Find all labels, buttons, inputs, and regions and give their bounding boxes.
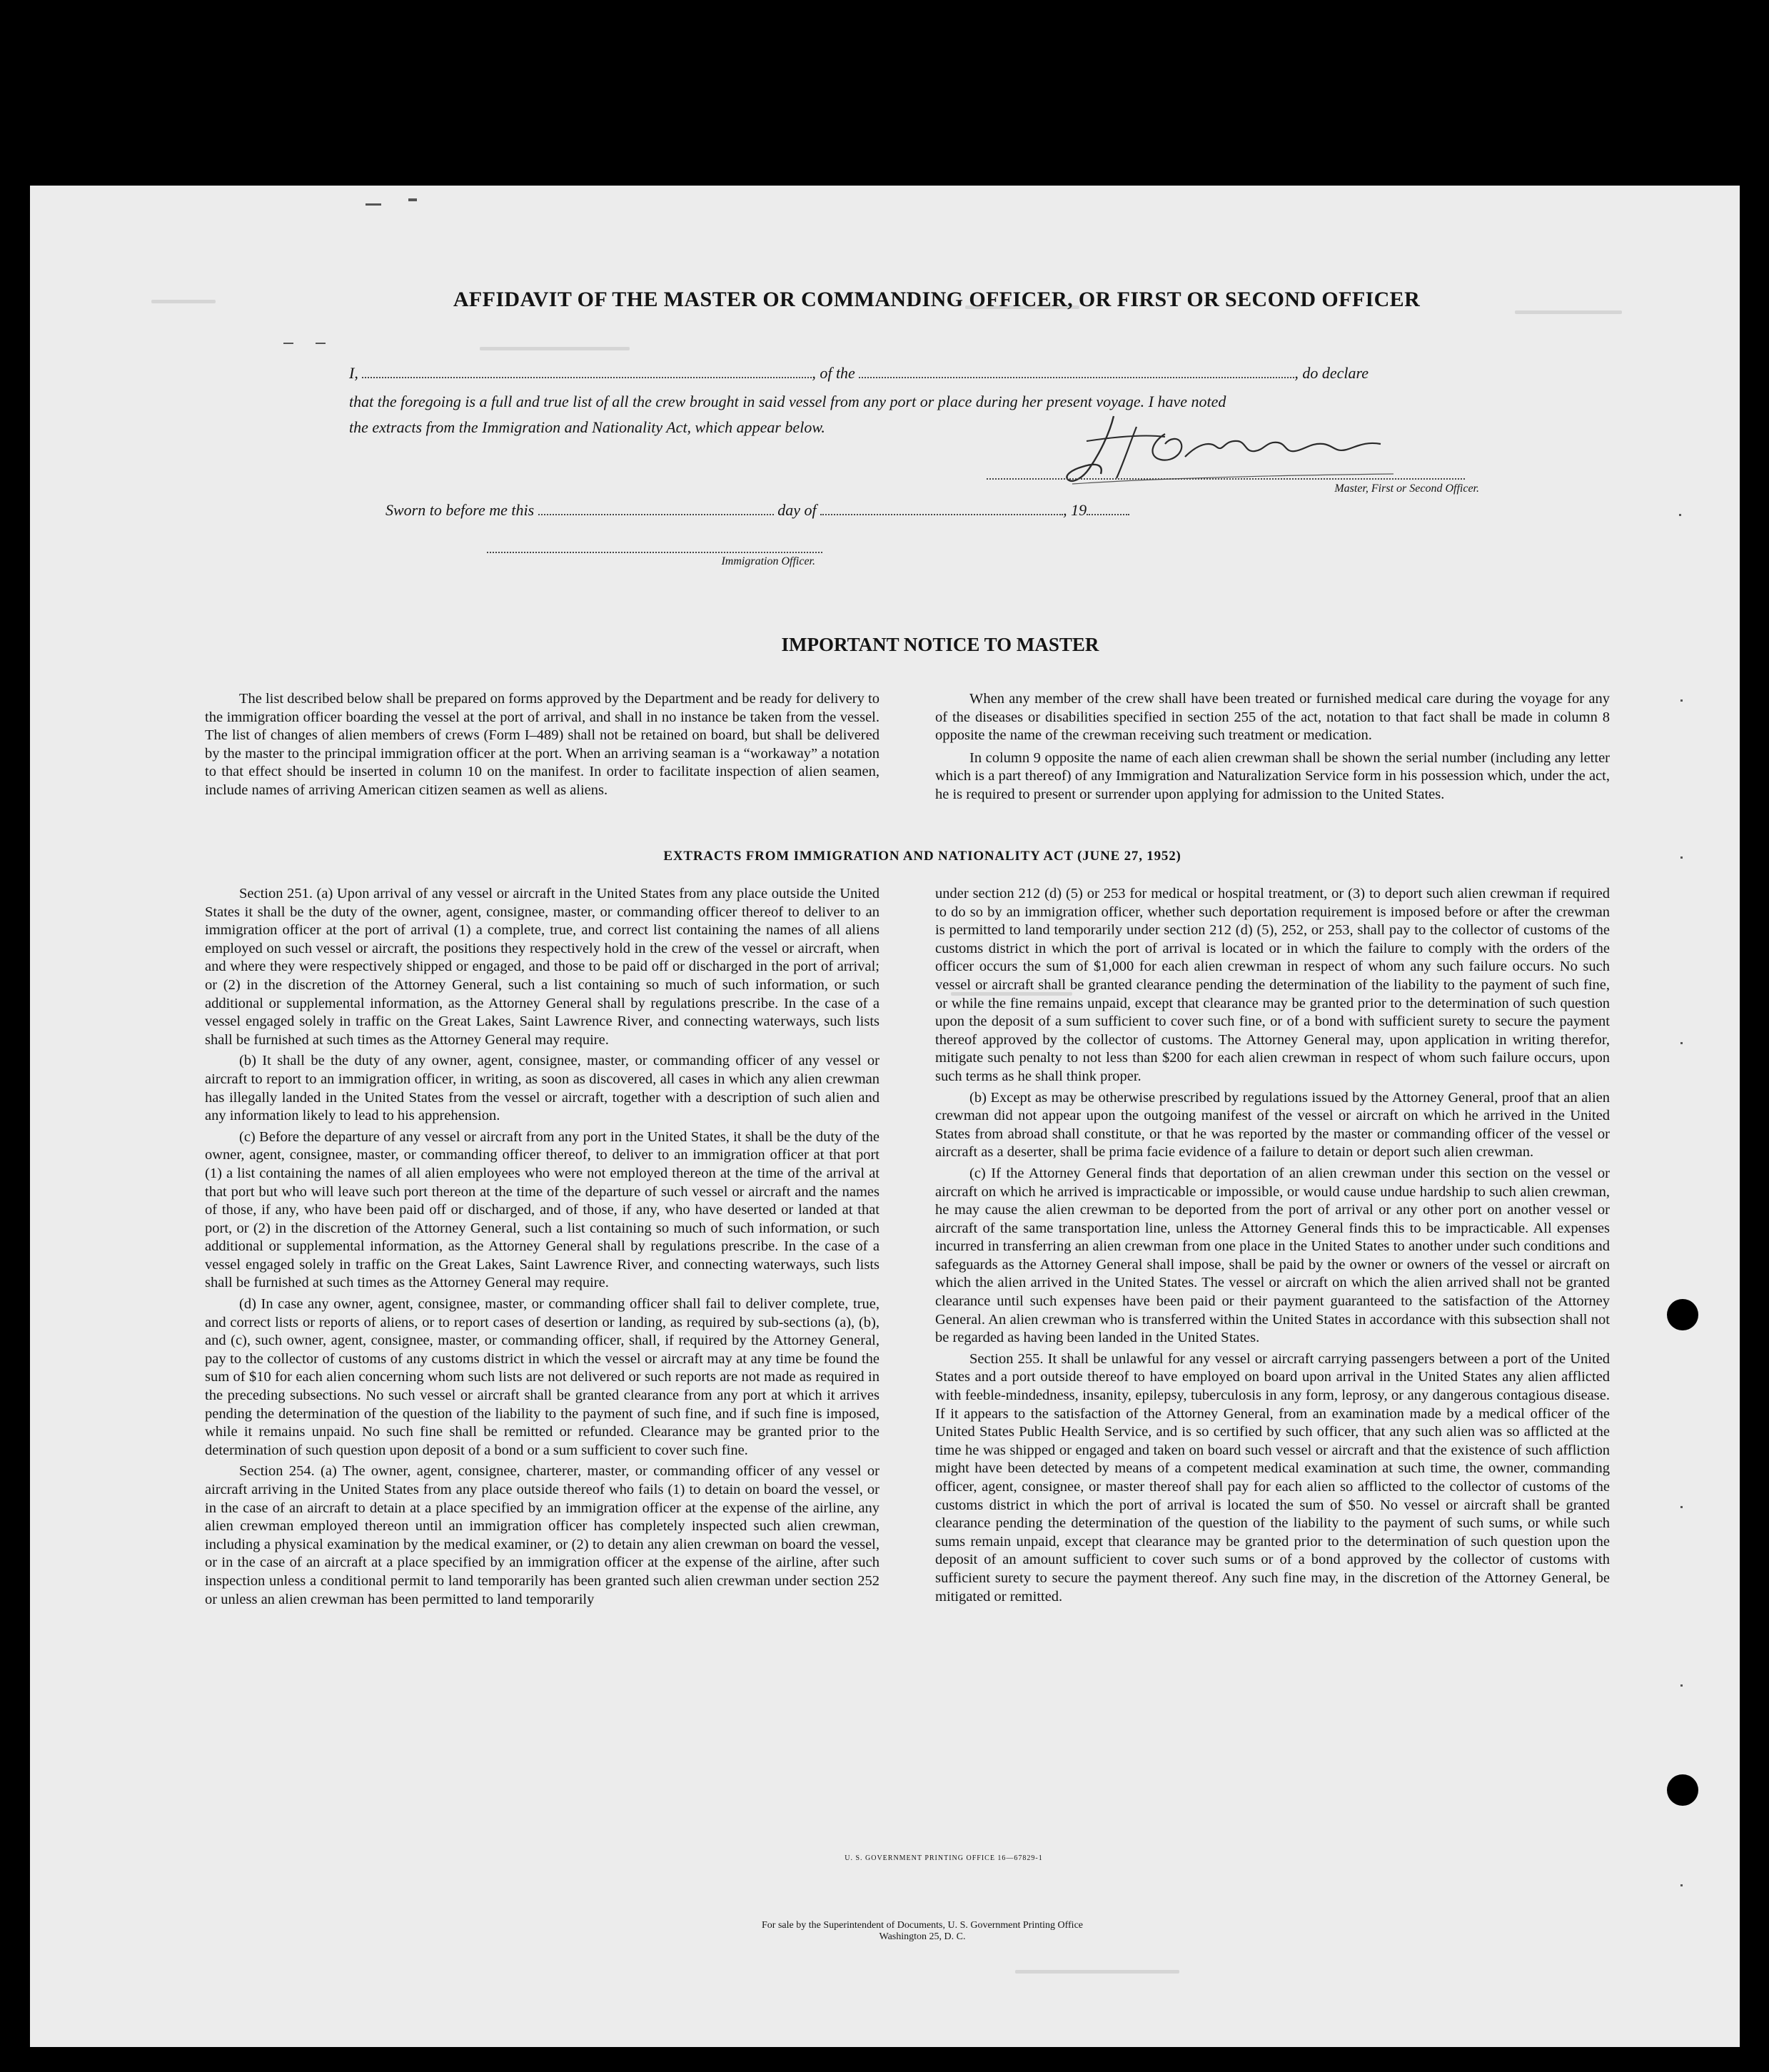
of-the-label: , of the [812, 364, 855, 382]
affidavit-line-2: that the foregoing is a full and true list of all the crew brought in said vessel from any port or place during her present voyage. I have noted [349, 393, 1226, 410]
declarant-name-field[interactable] [362, 364, 812, 378]
bleed-through-mark [480, 347, 630, 350]
section-254-b: (b) Except as may be otherwise prescribed by regulations issued by the Attorney General, proof that an alien crewman did not appear upon the outgoing manifest of the vessel or aircraft on which he arrived in the United States from abroad shall constitute, or that he was reported by the master or commanding officer of the vessel or aircraft as a deserter, shall be prima facie evidence of a failure to detain or deport such alien crewman. [935, 1089, 1610, 1161]
scan-speck [1679, 514, 1681, 516]
master-signature-line[interactable] [987, 478, 1465, 480]
notice-left-paragraph: The list described below shall be prepared on forms approved by the Department and be ready for delivery to the immigration officer boarding the vessel at the port of arrival, and shall in no instance be taken from the vessel. The list of changes of alien members of crews (Form I–489) shall not be retained on board, but shall be delivered by the master to the principal immigration officer at the port. When an arriving seaman is a “workaway” a notation to that effect should be inserted in column 10 on the manifest. In order to facilitate inspection of alien seamen, include names of arriving American citizen seamen as well as aliens. [205, 691, 880, 798]
bleed-through-mark [151, 300, 216, 303]
notice-right-column [935, 690, 1610, 804]
sworn-month-field[interactable] [820, 501, 1063, 515]
extracts-right-column [935, 885, 1610, 1606]
scan-speck [1680, 1684, 1683, 1687]
notice-right-paragraph-1: When any member of the crew shall have been treated or furnished medical care during the voyage for any of the diseases or disabilities specified in section 255 of the act, notation to that fact shall be made in column 8 opposite the name of the crewman receiving such treatment or medication. [935, 691, 1610, 744]
bleed-through-mark [1015, 1970, 1179, 1974]
extracts-left-column [205, 885, 880, 1609]
vessel-name-field[interactable] [859, 364, 1294, 378]
do-declare-label: , do declare [1294, 364, 1369, 382]
section-251-d: (d) In case any owner, agent, consignee, master, or commanding officer shall fail to deliver complete, true, and correct lists or reports of aliens, or to report cases of desertion or landing, as required by sub-sections (a), (b), and (c), such owner, agent, consignee, master, or commanding officer, shall, if required by the Attorney General, pay to the collector of customs of any customs district in which the vessel or aircraft may at any time be found the sum of $10 for each alien concerning whom such lists are not delivered or such reports are not made as required in the preceding subsections. No such vessel or aircraft shall be granted clearance from any port at which it arrives pending the determination of the question of the liability to the payment of such fine, and if such fine is imposed, while it remains unpaid. No such fine shall be remitted or refunded. Clearance may be granted prior to the determination of such question upon deposit of a bond or a sum sufficient to cover such fine. [205, 1296, 880, 1458]
scan-speck [1680, 1506, 1683, 1508]
scan-speck [1680, 699, 1683, 702]
declarant-label: I, [349, 364, 358, 382]
scan-speck [408, 198, 417, 201]
extracts-title: EXTRACTS FROM IMMIGRATION AND NATIONALITY ACT (JUNE 27, 1952) [663, 849, 1181, 864]
scan-speck [283, 343, 293, 344]
notice-title: IMPORTANT NOTICE TO MASTER [781, 634, 1099, 655]
printing-office-line: U. S. GOVERNMENT PRINTING OFFICE 16—67829-1 [845, 1854, 1043, 1862]
notice-right-paragraph-2: In column 9 opposite the name of each alien crewman shall be shown the serial number (including any letter which is a part thereof) of any Immigration and Naturalization Service form in his possession which, under the act, he is required to present or surrender upon applying for admission to the United States. [935, 749, 1610, 802]
punch-hole-icon [1667, 1774, 1698, 1806]
section-254-a-continued: under section 212 (d) (5) or 253 for medical or hospital treatment, or (3) to deport such alien crewman if required to do so by an immigration officer, whether such deportation requirement is imposed before or after the crewman is permitted to land temporarily under section 212 (d) (5), 252, or 253, shall pay to the collector of customs of the customs district in which the port of arrival is located or in which the failure to comply with the orders of the officer occurs the sum of $1,000 for each alien crewman in respect of whom any such failure occurs. No such vessel or aircraft shall be granted clearance pending the determination of the liability to the payment of such fine, or while the fine remains unpaid, except that clearance may be granted prior to the determination of such question upon the deposit of a sum sufficient to cover such fine, or of a bond with sufficient surety to secure the payment thereof approved by the collector of customs. The Attorney General may, upon application in writing therefor, mitigate such penalty to not less than $200 for each alien crewman in respect of whom such failure occurs, upon such terms as he shall think proper. [935, 886, 1610, 1084]
affidavit-line-3: the extracts from the Immigration and Nationality Act, which appear below. [349, 418, 825, 436]
section-251-c: (c) Before the departure of any vessel or aircraft from any port in the United States, it shall be the duty of the owner, agent, consignee, master, or commanding officer thereof, to deliver to an immigration officer at that port (1) a list containing the names of all alien employees who were not employed thereon at the time of the arrival at that port but who will leave such port thereon at the time of the departure of such vessel or aircraft and the names of those, if any, who have been paid off or discharged, and of those, if any, who have deserted or landed at that port, or (2) in the discretion of the Attorney General, such a list containing so much of such information, or such additional or supplemental information, as the Attorney General shall by regulations prescribe. In the case of a vessel engaged solely in traffic on the Great Lakes, Saint Lawrence River, and connecting waterways, such lists shall be furnished at such times as the Attorney General may require. [205, 1128, 880, 1291]
section-255: Section 255. It shall be unlawful for any vessel or aircraft carrying passengers between a port of the United States and a port outside thereof to have employed on board upon arrival in the United States any alien afflicted with feeble-mindedness, insanity, epilepsy, tuberculosis in any form, leprosy, or any dangerous contagious disease. If it appears to the satisfaction of the Attorney General, from an examination made by a medical officer of the United States Public Health Service, and is so certified by such officer, that any such alien was so afflicted at the time he was shipped or engaged and taken on board such vessel or aircraft and that the existence of such affliction might have been detected by means of a competent medical examination at such time, the owner, commanding officer, agent, consignee, or master thereof shall pay for each alien so afflicted to the collector of customs of the customs district in which the port of arrival is located the sum of $50. No vessel or aircraft shall be granted clearance pending the determination of the question of the liability to the payment of such sums, or while such sums remain unpaid, except that clearance may be granted prior to the determination of such question upon the deposit of an amount sufficient to cover such sums or of a bond approved by the collector of customs with sufficient surety to secure the payment thereof. Any such fine may, in the discretion of the Attorney General, be mitigated or remitted. [935, 1350, 1610, 1604]
master-caption: Master, First or Second Officer. [1334, 482, 1479, 495]
scan-speck [1680, 856, 1683, 859]
punch-hole-icon [1667, 1299, 1698, 1330]
notice-left-column [205, 690, 880, 800]
section-251-b: (b) It shall be the duty of any owner, agent, consignee, master, or commanding officer of any vessel or aircraft to report to an immigration officer, in writing, as soon as discovered, all cases in which any alien crewman has illegally landed in the United States from the vessel or aircraft, together with a description of such alien and any information likely to lead to his apprehension. [205, 1053, 880, 1124]
sworn-day-field[interactable] [538, 501, 774, 515]
sworn-year-field[interactable] [1087, 501, 1129, 515]
for-sale-line-2: Washington 25, D. C. [879, 1931, 966, 1942]
affidavit-declaration-line [349, 364, 1369, 383]
immigration-officer-signature-line[interactable] [487, 552, 822, 553]
for-sale-footer [387, 1920, 1458, 1943]
sworn-label: Sworn to before me this [385, 501, 535, 519]
section-254-c: (c) If the Attorney General finds that deportation of an alien crewman under this section on the vessel or aircraft on which he arrived is impracticable or impossible, or would cause undue hardship to such alien crewman, he may cause the alien crewman to be deported from the port of arrival or any other port on another vessel or aircraft of the same transportation line, unless the Attorney General finds this to be impracticable. All expenses incurred in transferring an alien crewman from one place in the United States to another under such conditions and safeguards as the Attorney General shall impose, shall be paid by the owner or owners of the vessel or aircraft on which the alien arrived in the United States. The vessel or aircraft on which the alien arrived shall not be granted clearance until such expenses have been paid or their payment guaranteed to the satisfaction of the Attorney General. An alien crewman who is transferred within the United States in accordance with this subsection shall not be regarded as having been landed in the United States. [935, 1165, 1610, 1346]
scan-speck [1680, 1884, 1683, 1886]
year-prefix-label: , 19 [1063, 501, 1087, 519]
bleed-through-mark [1515, 310, 1622, 314]
section-251-a: Section 251. (a) Upon arrival of any vessel or aircraft in the United States from any place outside the United States it shall be the duty of the owner, agent, consignee, master, or commanding officer thereof to deliver to an immigration officer at the port of arrival (1) a complete, true, and correct list containing the names of all aliens employed on such vessel or aircraft, the positions they respectively hold in the crew of the vessel or aircraft, when and where they were respectively shipped or engaged, and those to be paid off or discharged in the port of arrival; or (2) in the discretion of the Attorney General, such a list containing so much of such information, or such additional or supplemental information, as the Attorney General shall by regulations prescribe. In the case of a vessel engaged solely in traffic on the Great Lakes, Saint Lawrence River, and connecting waterways, such lists shall be furnished at such times as the Attorney General may require. [205, 886, 880, 1048]
sworn-line [385, 501, 1129, 520]
scan-speck [366, 203, 381, 206]
scan-speck [1680, 1042, 1683, 1044]
document-page [30, 186, 1740, 2047]
day-of-label: day of [777, 501, 817, 519]
affidavit-title: AFFIDAVIT OF THE MASTER OR COMMANDING OFFICER, OR FIRST OR SECOND OFFICER [453, 288, 1421, 311]
for-sale-line-1: For sale by the Superintendent of Documents, U. S. Government Printing Office [762, 1920, 1083, 1931]
section-254-a: Section 254. (a) The owner, agent, consignee, charterer, master, or commanding officer of any vessel or aircraft arriving in the United States from any place outside thereof who fails (1) to detain on board the vessel, or in the case of an aircraft to detain at a place specified by an immigration officer at the expense of the airline, any alien crewman employed thereon until an immigration officer has completely inspected such alien crewman, including a physical examination by the medical examiner, or (2) to detain any alien crewman on board the vessel, or in the case of an aircraft at a place specified by an immigration officer at the expense of the airline, after such inspection unless a conditional permit to land temporarily has been granted such alien crewman under section 252 or unless an alien crewman has been permitted to land temporarily [205, 1463, 880, 1607]
scan-speck [316, 343, 326, 344]
immigration-officer-caption: Immigration Officer. [721, 555, 815, 567]
